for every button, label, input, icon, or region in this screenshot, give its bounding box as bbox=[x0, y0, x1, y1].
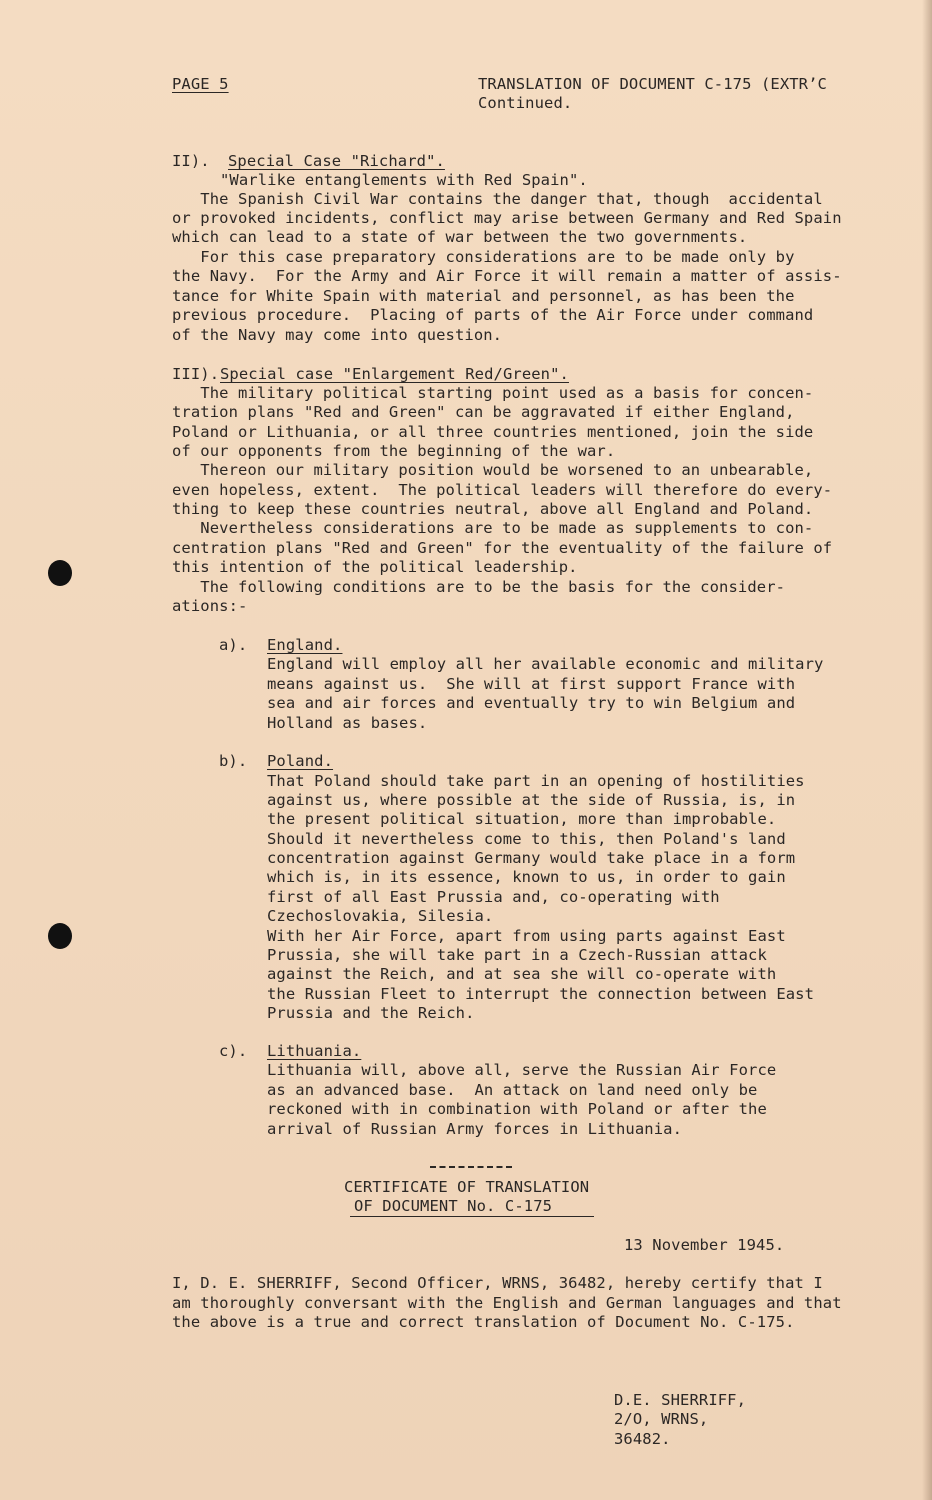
section-3-line: even hopeless, extent. The political leaders will therefore do every- bbox=[172, 481, 833, 499]
item-label: c). bbox=[219, 1042, 248, 1060]
document-title: TRANSLATION OF DOCUMENT C-175 (EXTR’C bbox=[478, 75, 827, 93]
page-edge-shadow bbox=[922, 0, 932, 1500]
item-line: which is, in its essence, known to us, in order to gain bbox=[267, 868, 786, 886]
section-2-line: For this case preparatory considerations are to be made only by bbox=[172, 248, 795, 266]
item-line: Should it nevertheless come to this, then Poland's land bbox=[267, 830, 786, 848]
item-line: means against us. She will at first support France with bbox=[267, 675, 796, 693]
item-line: Czechoslovakia, Silesia. bbox=[267, 907, 494, 925]
item-line: sea and air forces and eventually try to win Belgium and bbox=[267, 694, 796, 712]
item-line: reckoned with in combination with Poland or after the bbox=[267, 1100, 767, 1118]
separator-line bbox=[430, 1166, 512, 1168]
section-3-line: centration plans "Red and Green" for the eventuality of the failure of bbox=[172, 539, 833, 557]
section-3-heading: Special case "Enlargement Red/Green". bbox=[220, 365, 569, 383]
section-3-number: III). bbox=[172, 365, 220, 383]
item-line: against us, where possible at the side of Russia, is, in bbox=[267, 791, 796, 809]
certificate-subtitle: OF DOCUMENT No. C-175 bbox=[354, 1197, 553, 1215]
section-2-line: previous procedure. Placing of parts of the Air Force under command bbox=[172, 306, 814, 324]
item-heading: Poland. bbox=[267, 752, 334, 770]
item-line: With her Air Force, apart from using parts against East bbox=[267, 927, 786, 945]
item-line: concentration against Germany would take place in a form bbox=[267, 849, 796, 867]
section-2-number: II). bbox=[172, 152, 210, 170]
certificate-line: the above is a true and correct translation of Document No. C-175. bbox=[172, 1313, 795, 1331]
section-3-line: The military political starting point used as a basis for concen- bbox=[172, 384, 814, 402]
section-2-line: tance for White Spain with material and personnel, as has been the bbox=[172, 287, 795, 305]
section-2-line: of the Navy may come into question. bbox=[172, 326, 503, 344]
section-3-line: of our opponents from the beginning of the war. bbox=[172, 442, 616, 460]
section-3-line: thing to keep these countries neutral, above all England and Poland. bbox=[172, 500, 814, 518]
item-line: Lithuania will, above all, serve the Russian Air Force bbox=[267, 1061, 777, 1079]
item-heading: Lithuania. bbox=[267, 1042, 362, 1060]
section-3-line: Nevertheless considerations are to be made as supplements to con- bbox=[172, 519, 814, 537]
item-label: a). bbox=[219, 636, 248, 654]
section-3-line: Poland or Lithuania, or all three countries mentioned, join the side bbox=[172, 423, 814, 441]
section-2-line: the Navy. For the Army and Air Force it will remain a matter of assis- bbox=[172, 267, 842, 285]
page-number: PAGE 5 bbox=[172, 75, 229, 93]
item-line: against the Reich, and at sea she will co-operate with bbox=[267, 965, 777, 983]
item-line: the Russian Fleet to interrupt the connection between East bbox=[267, 985, 815, 1003]
section-2-line: The Spanish Civil War contains the danger that, though accidental bbox=[172, 190, 823, 208]
item-heading: England. bbox=[267, 636, 343, 654]
signature-number: 36482. bbox=[614, 1430, 671, 1448]
punch-hole-top bbox=[48, 560, 72, 586]
section-3-line: this intention of the political leadership. bbox=[172, 558, 578, 576]
signature-rank: 2/O, WRNS, bbox=[614, 1410, 709, 1428]
item-line: first of all East Prussia and, co-operating with bbox=[267, 888, 720, 906]
punch-hole-bottom bbox=[48, 923, 72, 949]
section-3-line: The following conditions are to be the basis for the consider- bbox=[172, 578, 786, 596]
item-line: Prussia, she will take part in a Czech-Russian attack bbox=[267, 946, 767, 964]
item-line: arrival of Russian Army forces in Lithuania. bbox=[267, 1120, 682, 1138]
item-line: as an advanced base. An attack on land need only be bbox=[267, 1081, 758, 1099]
certificate-line: am thoroughly conversant with the English and German languages and that bbox=[172, 1294, 842, 1312]
section-2-line: which can lead to a state of war between the two governments. bbox=[172, 228, 748, 246]
section-3-line: tration plans "Red and Green" can be aggravated if either England, bbox=[172, 403, 795, 421]
certificate-underline bbox=[350, 1216, 594, 1217]
certificate-date: 13 November 1945. bbox=[624, 1236, 785, 1254]
section-2-heading: Special Case "Richard". bbox=[228, 152, 445, 170]
continued-label: Continued. bbox=[478, 94, 573, 112]
section-3-line: Thereon our military position would be worsened to an unbearable, bbox=[172, 461, 814, 479]
section-2-line: or provoked incidents, conflict may arise between Germany and Red Spain bbox=[172, 209, 842, 227]
certificate-line: I, D. E. SHERRIFF, Second Officer, WRNS, 36482, hereby certify that I bbox=[172, 1274, 823, 1292]
item-label: b). bbox=[219, 752, 248, 770]
item-line: Prussia and the Reich. bbox=[267, 1004, 475, 1022]
section-3-line: ations:- bbox=[172, 597, 248, 615]
item-line: That Poland should take part in an opening of hostilities bbox=[267, 772, 805, 790]
certificate-title: CERTIFICATE OF TRANSLATION bbox=[344, 1178, 590, 1196]
section-2-line: "Warlike entanglements with Red Spain". bbox=[220, 171, 588, 189]
item-line: the present political situation, more than improbable. bbox=[267, 810, 777, 828]
item-line: England will employ all her available economic and military bbox=[267, 655, 824, 673]
signature-name: D.E. SHERRIFF, bbox=[614, 1391, 747, 1409]
item-line: Holland as bases. bbox=[267, 714, 428, 732]
